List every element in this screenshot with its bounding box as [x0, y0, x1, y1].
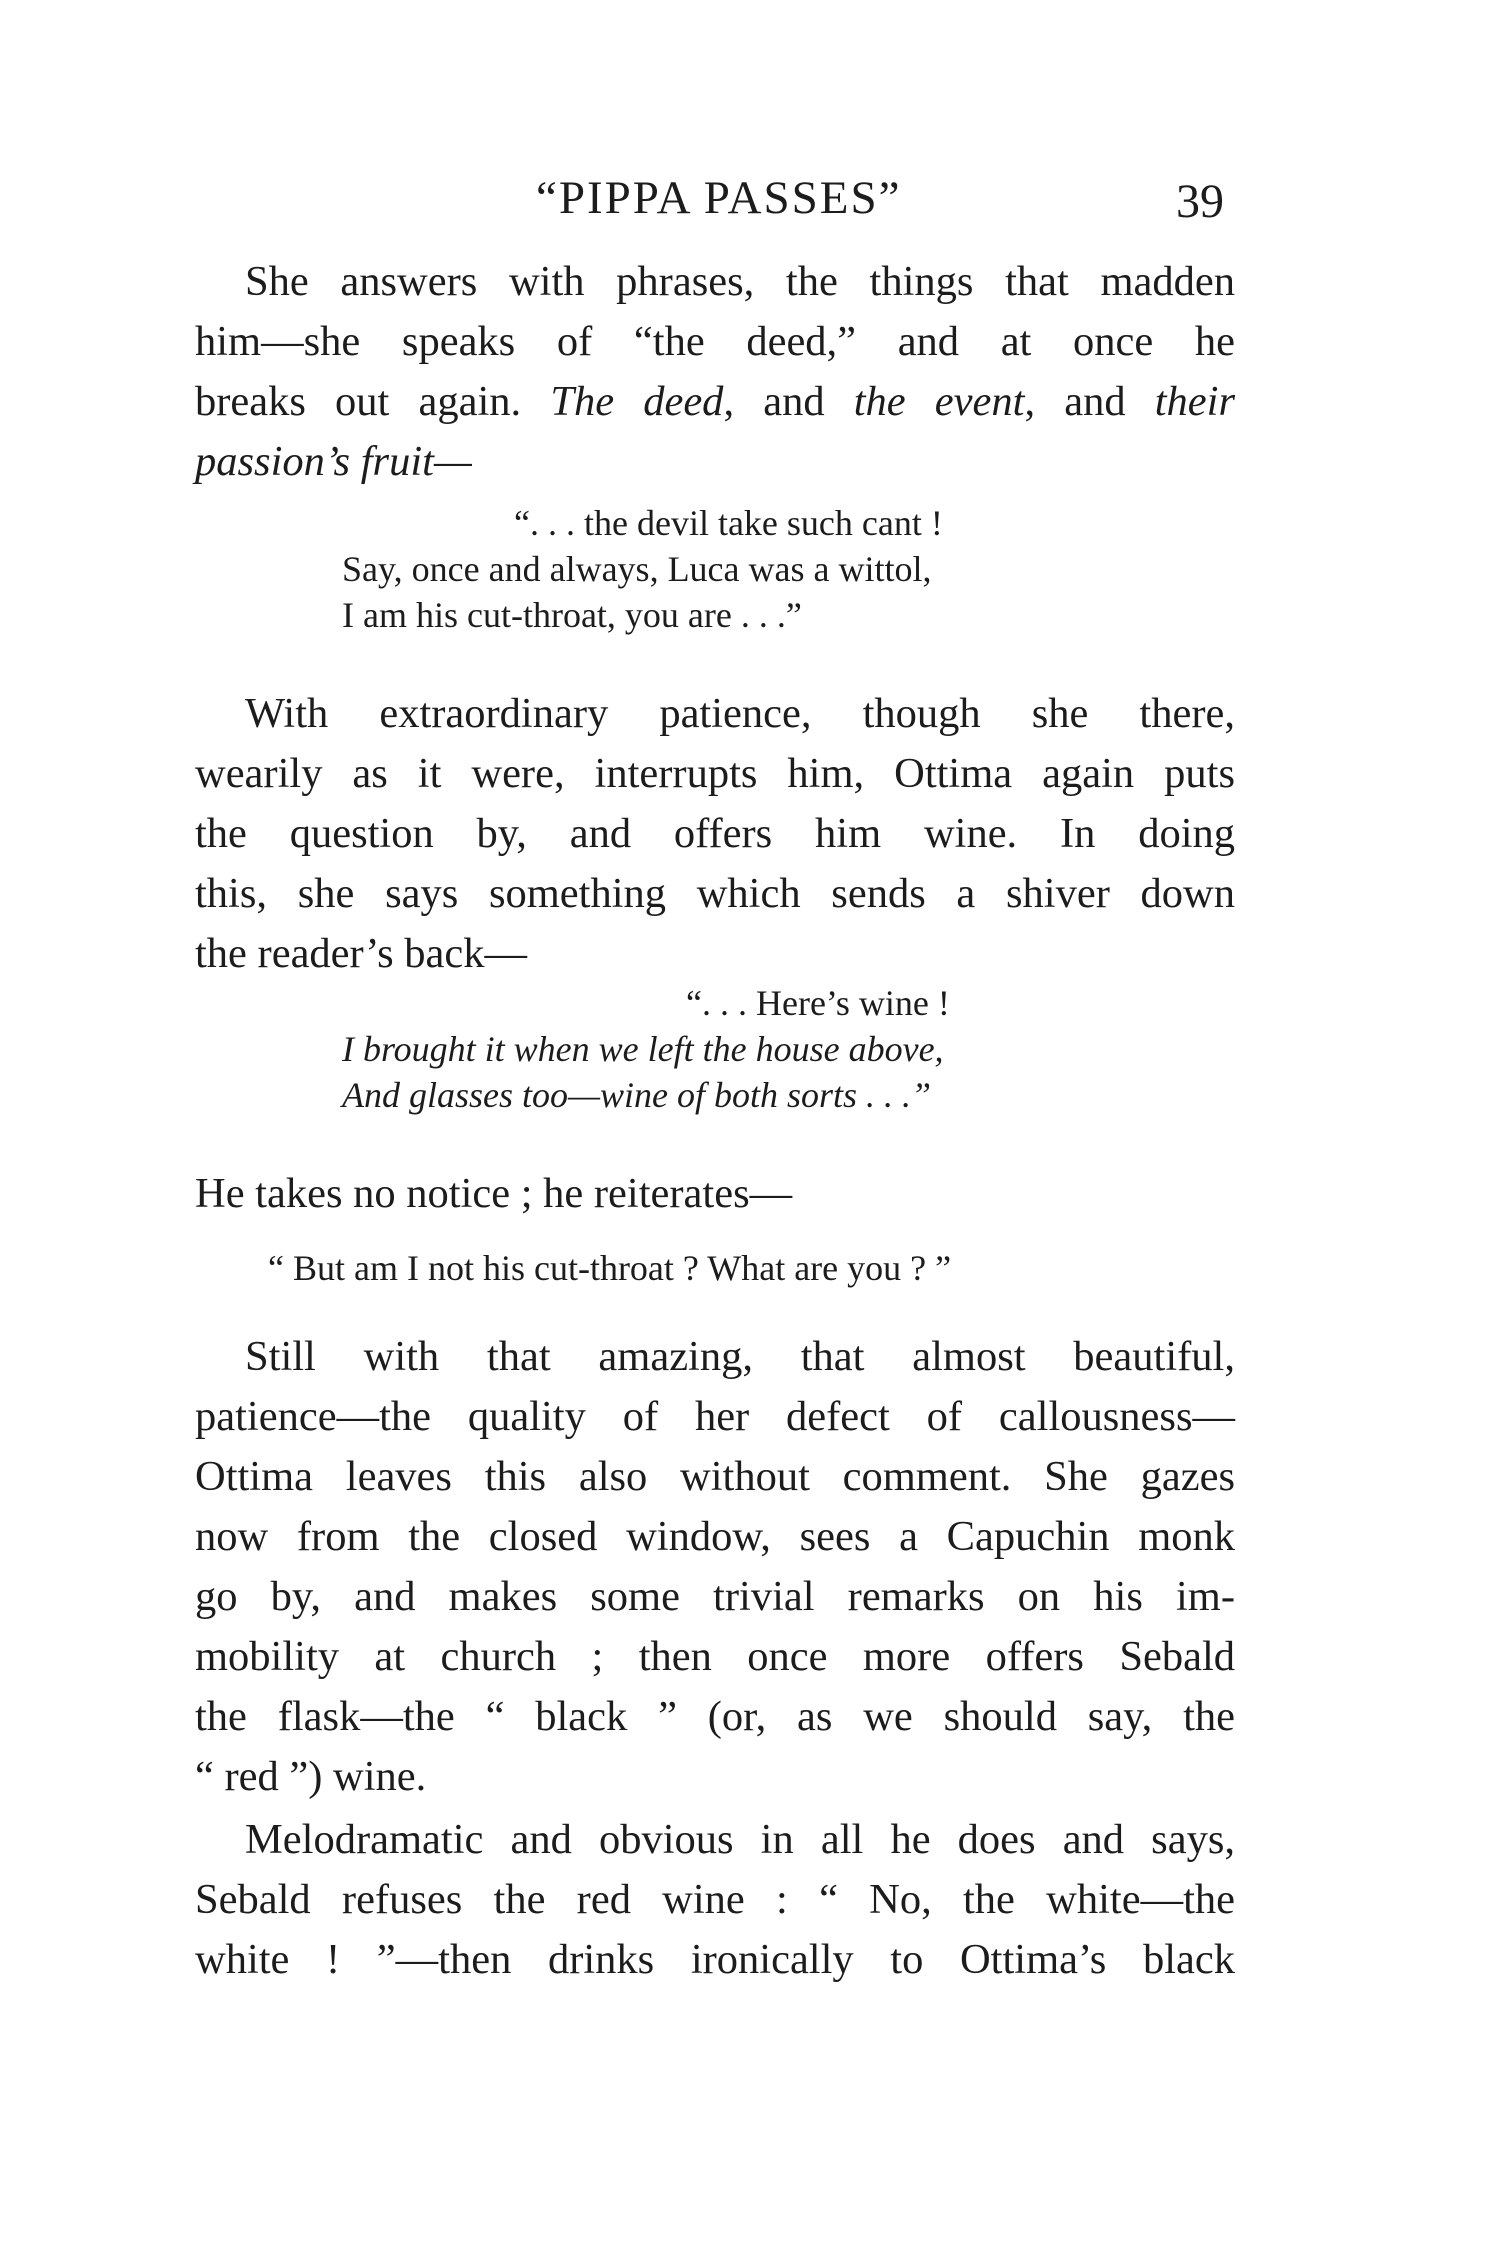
text-line: the question by, and offers him wine. In doing: [195, 810, 1235, 857]
text-line: the flask—the “ black ” (or, as we should say, the: [195, 1693, 1235, 1740]
paragraph-2: [195, 684, 1235, 984]
text-line: this, she says something which sends a shiver down: [195, 870, 1235, 917]
text-line: patience—the quality of her defect of callousness—: [195, 1393, 1235, 1440]
text-line: Melodramatic and obvious in all he does and says,: [245, 1816, 1235, 1863]
paragraph-1: [195, 252, 1235, 492]
text-line: wearily as it were, interrupts him, Ottima again puts: [195, 750, 1235, 797]
text-line: mobility at church ; then once more offers Sebald: [195, 1633, 1235, 1680]
text-line: the reader’s back—: [195, 930, 527, 977]
italic-phrase: passion’s fruit: [195, 438, 434, 485]
text-line: passion’s fruit—: [195, 438, 472, 485]
paragraph-3: [195, 1164, 1235, 1224]
text-segment: , and: [723, 378, 825, 425]
italic-phrase: their: [1154, 378, 1235, 425]
running-header: [0, 168, 1510, 228]
text-line: She answers with phrases, the things that madden: [245, 258, 1235, 305]
text-line: He takes no notice ; he reiterates—: [195, 1170, 793, 1217]
text-line: Sebald refuses the red wine : “ No, the white—the: [195, 1876, 1235, 1923]
verse-line: I brought it when we left the house above,: [342, 1029, 944, 1069]
verse-line: “. . . Here’s wine !: [686, 983, 950, 1023]
verse-quote-2: [342, 980, 950, 1118]
text-line: With extraordinary patience, though she there,: [245, 690, 1235, 737]
italic-phrase: the event: [853, 378, 1025, 425]
text-line: “ red ”) wine.: [195, 1753, 427, 1800]
text-line: go by, and makes some trivial remarks on his im-: [195, 1573, 1235, 1620]
page-number: 39: [1176, 175, 1224, 228]
text-segment: , and: [1024, 378, 1126, 425]
verse-line: And glasses too—wine of both sorts . . .”: [342, 1075, 932, 1115]
inline-quote: “ But am I not his cut-throat ? What are you ? ”: [268, 1248, 952, 1288]
verse-line: Say, once and always, Luca was a wittol,: [342, 549, 932, 589]
text-line: Still with that amazing, that almost beautiful,: [245, 1333, 1235, 1380]
paragraph-5: [195, 1810, 1235, 1990]
italic-phrase: The deed: [550, 378, 724, 425]
text-line: now from the closed window, sees a Capuchin monk: [195, 1513, 1235, 1560]
paragraph-4: [195, 1327, 1235, 1807]
text-line: Ottima leaves this also without comment. She gazes: [195, 1453, 1235, 1500]
running-title: “PIPPA PASSES”: [536, 172, 902, 224]
verse-line: I am his cut-throat, you are . . .”: [342, 595, 802, 635]
verse-quote-1: [342, 500, 943, 638]
text-line-mixed: [195, 372, 1235, 432]
text-line: white ! ”—then drinks ironically to Ottima’s black: [195, 1936, 1235, 1983]
text-segment: breaks out again.: [195, 378, 522, 425]
verse-line: “. . . the devil take such cant !: [514, 503, 943, 543]
text-line: him—she speaks of “the deed,” and at once he: [195, 318, 1235, 365]
